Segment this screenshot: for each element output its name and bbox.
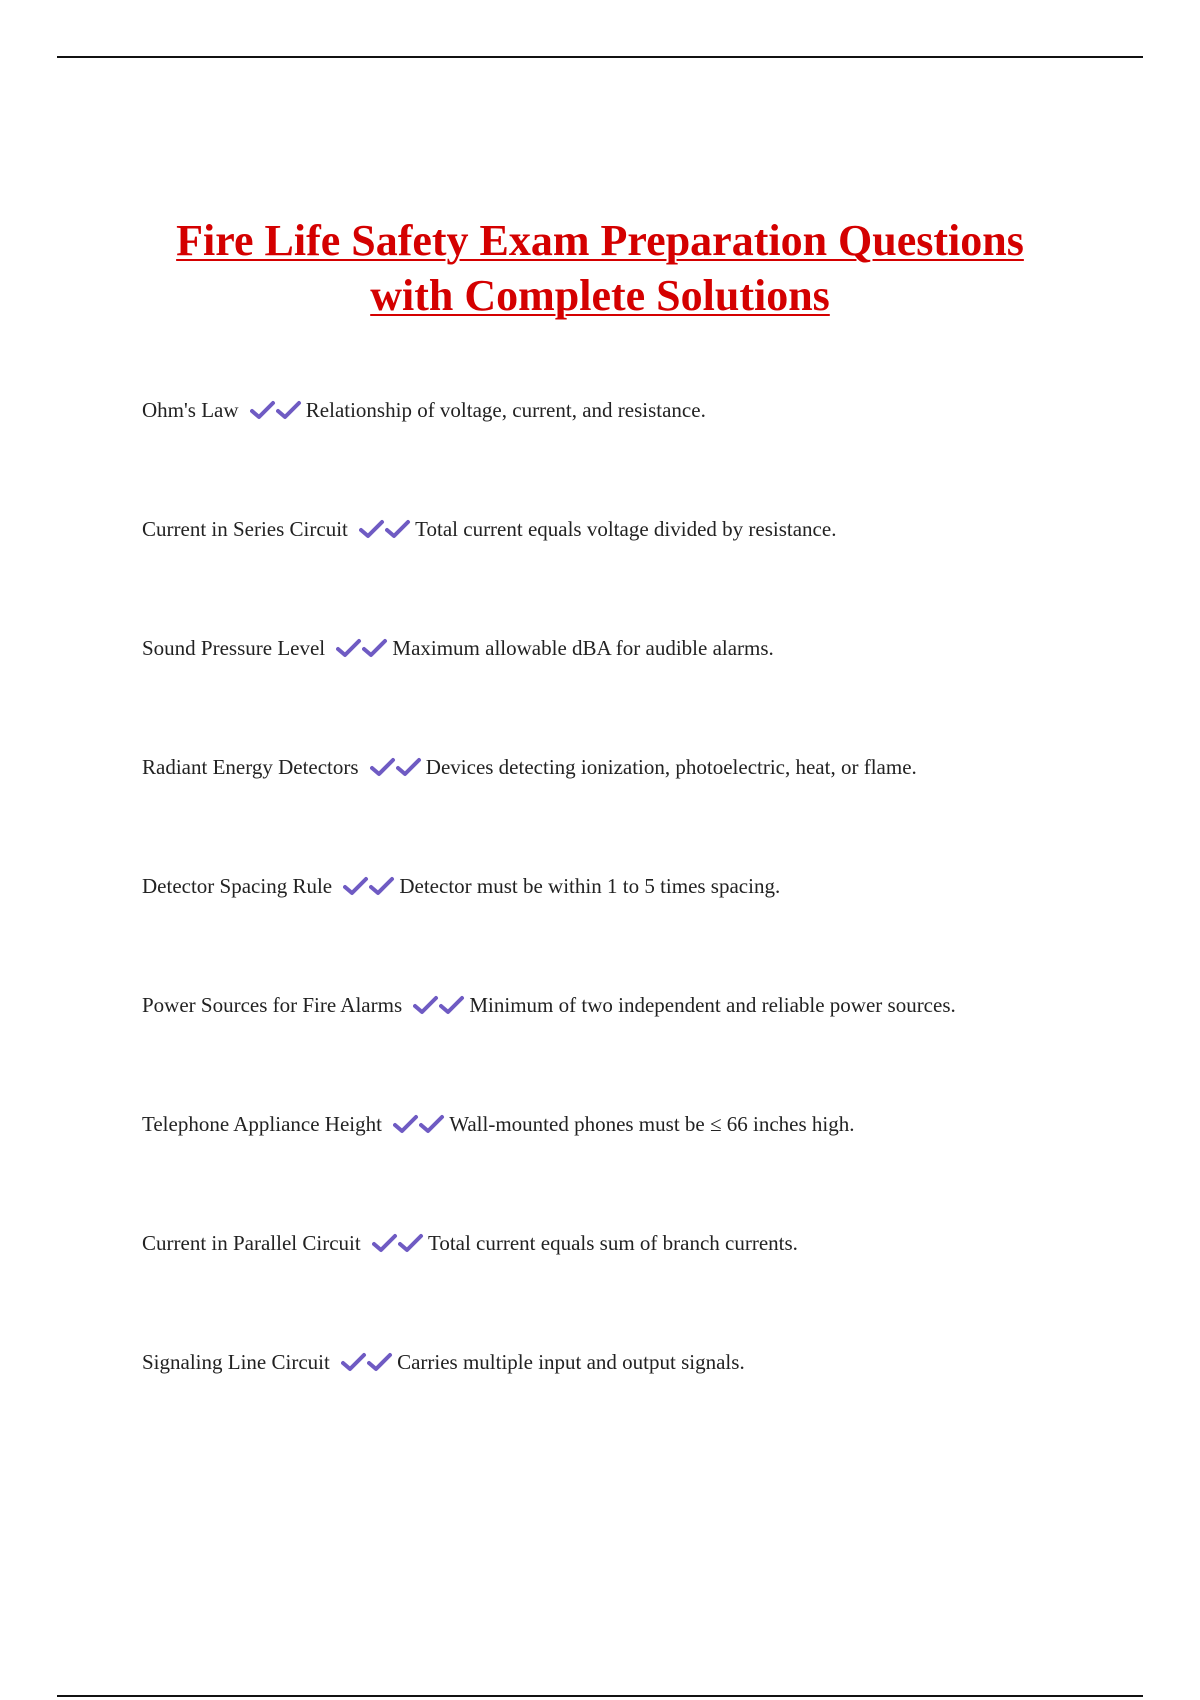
item-term: Signaling Line Circuit [142, 1350, 330, 1374]
check-marks [413, 993, 465, 1017]
check-marks [372, 1231, 424, 1255]
list-item [142, 750, 1142, 869]
list-item [142, 631, 1142, 750]
checkmark-icon [370, 757, 396, 777]
top-rule [57, 56, 1143, 58]
item-term: Current in Parallel Circuit [142, 1231, 361, 1255]
checkmark-icon [343, 876, 369, 896]
item-answer: Relationship of voltage, current, and resistance. [305, 398, 706, 422]
item-answer: Detector must be within 1 to 5 times spacing. [399, 874, 781, 898]
checkmark-icon [419, 1114, 445, 1134]
check-marks [393, 1112, 445, 1136]
checkmark-icon [398, 1233, 424, 1253]
title-line-1: Fire Life Safety Exam Preparation Questions [176, 216, 1024, 265]
check-marks [370, 755, 422, 779]
checkmark-icon [367, 1352, 393, 1372]
checkmark-icon [369, 876, 395, 896]
list-item [142, 988, 1142, 1107]
item-term: Current in Series Circuit [142, 517, 348, 541]
checkmark-icon [359, 519, 385, 539]
item-answer: Total current equals voltage divided by resistance. [415, 517, 837, 541]
bottom-rule [57, 1695, 1143, 1697]
check-marks [343, 874, 395, 898]
checkmark-icon [362, 638, 388, 658]
qa-list [142, 393, 1142, 1464]
checkmark-icon [336, 638, 362, 658]
checkmark-icon [250, 400, 276, 420]
item-answer: Minimum of two independent and reliable power sources. [469, 993, 956, 1017]
checkmark-icon [385, 519, 411, 539]
check-marks [336, 636, 388, 660]
checkmark-icon [393, 1114, 419, 1134]
item-answer: Devices detecting ionization, photoelectric, heat, or flame. [425, 755, 917, 779]
checkmark-icon [341, 1352, 367, 1372]
list-item [142, 1107, 1142, 1226]
checkmark-icon [439, 995, 465, 1015]
document-title [60, 213, 1140, 323]
list-item [142, 1226, 1142, 1345]
item-term: Ohm's Law [142, 398, 239, 422]
list-item [142, 512, 1142, 631]
list-item [142, 869, 1142, 988]
check-marks [359, 517, 411, 541]
list-item [142, 1345, 1142, 1464]
title-line-2: with Complete Solutions [370, 271, 830, 320]
item-answer: Carries multiple input and output signals. [397, 1350, 745, 1374]
item-term: Detector Spacing Rule [142, 874, 333, 898]
checkmark-icon [396, 757, 422, 777]
check-marks [250, 398, 302, 422]
item-term: Sound Pressure Level [142, 636, 326, 660]
item-answer: Maximum allowable dBA for audible alarms. [392, 636, 774, 660]
item-term: Telephone Appliance Height [142, 1112, 382, 1136]
checkmark-icon [372, 1233, 398, 1253]
item-answer: Wall-mounted phones must be ≤ 66 inches high. [449, 1112, 855, 1136]
item-term: Radiant Energy Detectors [142, 755, 359, 779]
check-marks [341, 1350, 393, 1374]
checkmark-icon [276, 400, 302, 420]
item-term: Power Sources for Fire Alarms [142, 993, 403, 1017]
checkmark-icon [413, 995, 439, 1015]
item-answer: Total current equals sum of branch currents. [427, 1231, 798, 1255]
list-item [142, 393, 1142, 512]
